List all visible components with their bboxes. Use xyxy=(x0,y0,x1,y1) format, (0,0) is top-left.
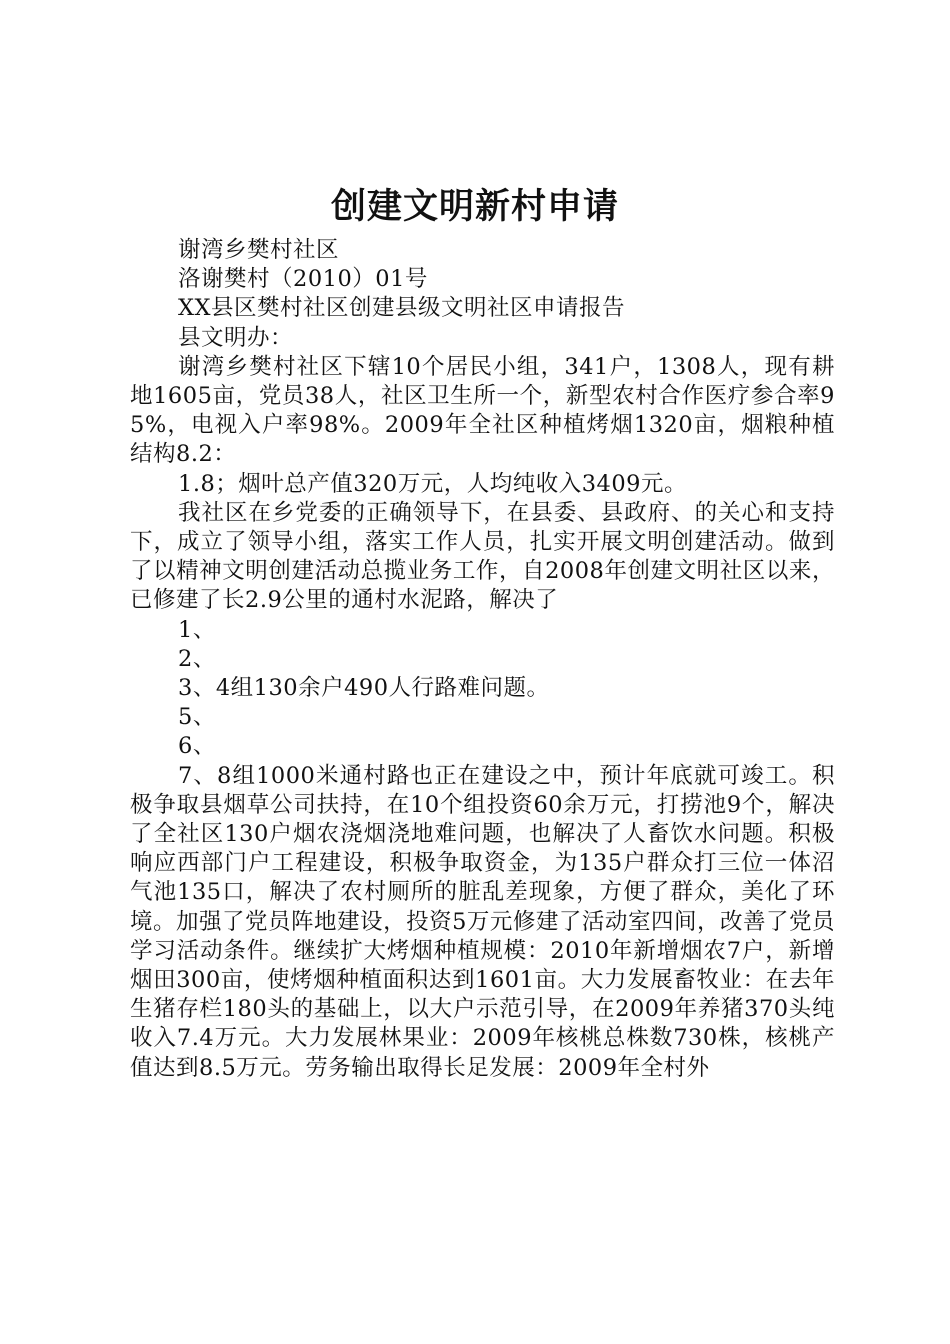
document-body xyxy=(130,236,835,1083)
paragraph-achievements-intro: 我社区在乡党委的正确领导下，在县委、县政府、的关心和支持下，成立了领导小组，落实工作人员，扎实开展文明创建活动。做到了以精神文明创建活动总揽业务工作，自2008年创建文明社区以来，已修建了长2.9公里的通村水泥路，解决了 xyxy=(130,499,835,614)
list-item-6: 6、 xyxy=(178,733,216,760)
paragraph-document-number: 洛谢樊村（2010）01号 xyxy=(178,266,428,293)
document-title: 创建文明新村申请 xyxy=(330,186,619,227)
paragraph-addressee: 县文明办： xyxy=(178,324,294,351)
paragraph-income-summary: 1.8；烟叶总产值320万元，人均纯收入3409元。 xyxy=(178,470,687,497)
paragraph-community-overview: 谢湾乡樊村社区下辖10个居民小组，341户，1308人，现有耕地1605亩，党员38人，社区卫生所一个，新型农村合作医疗参合率95%，电视入户率98%。2009年全社区种植烤烟1320亩，烟粮种植结构8.2： xyxy=(130,353,835,468)
paragraph-report-heading: XX县区樊村社区创建县级文明社区申请报告 xyxy=(178,295,626,322)
list-item-3: 3、4组130余户490人行路难问题。 xyxy=(178,675,550,702)
list-item-5: 5、 xyxy=(178,704,216,731)
list-item-2: 2、 xyxy=(178,645,216,672)
paragraph-township-community: 谢湾乡樊村社区 xyxy=(178,237,340,263)
paragraph-development-details: 7、8组1000米通村路也正在建设之中，预计年底就可竣工。积极争取县烟草公司扶持，在10个组投资60余万元，打捞池9个，解决了全社区130户烟农浇烟浇地难问题，也解决了人畜饮水问题。积极响应西部门户工程建设，积极争取资金，为135户群众打三位一体沼气池135口，解决了农村厕所的脏乱差现象，方便了群众，美化了环境。加强了党员阵地建设，投资5万元修建了活动室四间，改善了党员学习活动条件。继续扩大烤烟种植规模：2010年新增烟农7户，新增烟田300亩，使烤烟种植面积达到1601亩。大力发展畜牧业：在去年生猪存栏180头的基础上，以大户示范引导，在2009年养猪370头纯收入7.4万元。大力发展林果业：2009年核桃总株数730株，核桃产值达到8.5万元。劳务输出取得长足发展：2009年全村外 xyxy=(130,762,835,1081)
list-item-1: 1、 xyxy=(178,616,216,643)
